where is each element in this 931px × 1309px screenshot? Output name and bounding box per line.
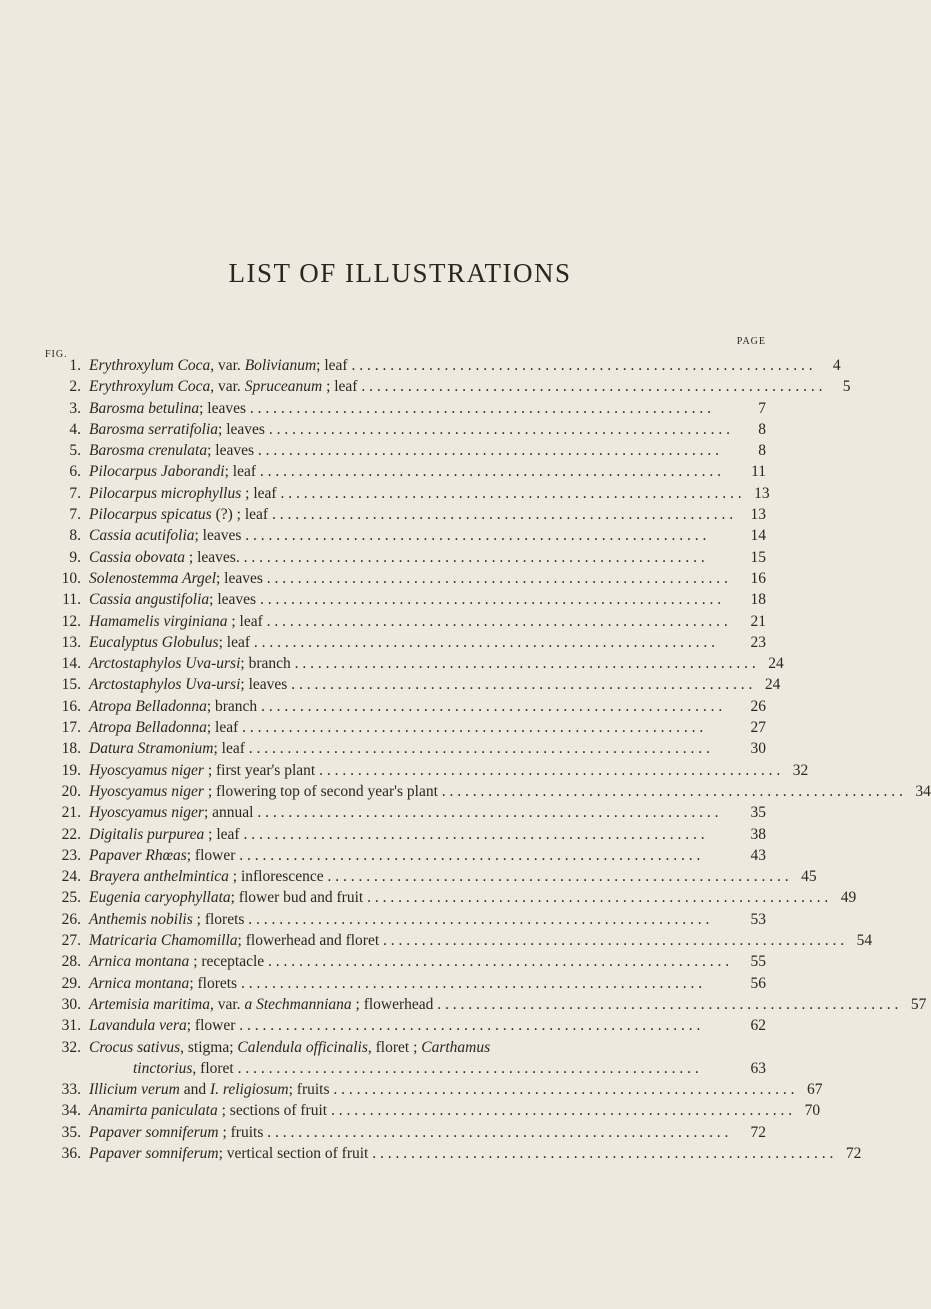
caption-text: ; annual: [203, 804, 254, 822]
fig-caption: [89, 953, 738, 971]
species-name: Spruceanum: [244, 378, 323, 396]
list-item: [45, 655, 784, 676]
page-number: 62: [750, 1017, 766, 1035]
list-item: [45, 1102, 821, 1123]
caption-text: ; leaf: [241, 484, 277, 502]
leader-dots: . . . . . . . . . . . . . . . . . . . . . . . . . . . . . . . . . . . . . . . . . . . . . . . . . . . . . . . . . . . .: [262, 612, 728, 630]
page-number: 8: [758, 420, 766, 438]
leader-dots: . . . . . . . . . . . . . . . . . . . . . . . . . . . . . . . . . . . . . . . . . . . . . . . . . . . . . . . . . . . .: [237, 974, 703, 992]
page-number: 55: [750, 953, 766, 971]
species-name: Crocus sativus: [89, 1038, 181, 1056]
leader-dots: . . . . . . . . . . . . . . . . . . . . . . . . . . . . . . . . . . . . . . . . . . . . . . . . . . . . . . . . . . . .: [315, 761, 781, 779]
list-item: [45, 1039, 766, 1060]
page-number: 67: [807, 1081, 823, 1099]
species-name: Pilocarpus spicatus: [89, 506, 212, 524]
leader-dots: . . . . . . . . . . . . . . . . . . . . . . . . . . . . . . . . . . . . . . . . . . . . . . . . . . . . . . . . . . . .: [254, 442, 720, 460]
leader-dots: . . . . . . . . . . . . . . . . . . . . . . . . . . . . . . . . . . . . . . . . . . . . . . . . . . . . . . . . . . . .: [347, 357, 813, 374]
page-number: 5: [842, 378, 851, 396]
fig-number: 28.: [61, 953, 81, 971]
caption-text: ; sections of fruit: [217, 1102, 328, 1120]
caption-text: ; first year's plant: [203, 761, 316, 779]
caption-text: , floret: [192, 1059, 234, 1077]
page-column-header: PAGE: [736, 336, 766, 347]
species-name: Digitalis purpurea: [89, 825, 205, 843]
leader-dots: . . . . . . . . . . . . . . . . . . . . . . . . . . . . . . . . . . . . . . . . . . . . . . . . . . . . . . . . . . . .: [256, 463, 722, 481]
fig-caption: [89, 762, 780, 780]
leader-dots: . . . . . . . . . . . . . . . . . . . . . . . . . . . . . . . . . . . . . . . . . . . . . . . . . . . . . . . . . . . .: [287, 676, 753, 694]
list-item: [45, 975, 766, 996]
leader-dots: . . . . . . . . . . . . . . . . . . . . . . . . . . . . . . . . . . . . . . . . . . . . . . . . . . . . . . . . . . . .: [264, 953, 730, 971]
fig-caption: [89, 506, 738, 524]
species-name: Hyoscyamus niger: [89, 761, 204, 779]
leader-dots: . . . . . . . . . . . . . . . . . . . . . . . . . . . . . . . . . . . . . . . . . . . . . . . . . . . . . . . . . . . .: [233, 1059, 699, 1077]
fig-caption: [89, 442, 738, 460]
page-number: 27: [750, 719, 766, 737]
illustration-list: [45, 357, 931, 1166]
page-number: 38: [750, 825, 766, 843]
fig-caption: [89, 1060, 738, 1078]
leader-dots: . . . . . . . . . . . . . . . . . . . . . . . . . . . . . . . . . . . . . . . . . . . . . . . . . . . . . . . . . . . .: [433, 995, 899, 1013]
fig-number: 22.: [61, 825, 81, 843]
leader-dots: . . . . . . . . . . . . . . . . . . . . . . . . . . . . . . . . . . . . . . . . . . . . . . . . . . . . . . . . . . . .: [246, 399, 711, 417]
species-name: tinctorius: [133, 1059, 193, 1077]
fig-caption: [89, 634, 738, 652]
page-number: 54: [856, 932, 873, 950]
species-name: a Stechmanniana: [244, 995, 352, 1013]
fig-number: 11.: [62, 591, 81, 609]
fig-caption: [89, 932, 844, 950]
caption-text: ; fruits: [218, 1123, 264, 1141]
fig-caption: [89, 485, 742, 503]
leader-dots: . . . . . . . . . . . . . . . . . . . . . . . . . . . . . . . . . . . . . . . . . . . . . . . . . . . . . . . . . . . .: [290, 655, 756, 673]
fig-number: 3.: [69, 399, 81, 417]
caption-text: ; branch: [240, 655, 291, 673]
species-name: I. religiosum: [209, 1081, 289, 1099]
leader-dots: . . . . . . . . . . . . . . . . . . . . . . . . . . . . . . . . . . . . . . . . . . . . . . . . . . . . . . . . . . . .: [268, 506, 734, 524]
species-name: Cassia angustifolia: [89, 591, 210, 609]
caption-text: ; leaf: [218, 633, 251, 651]
fig-number: 32.: [61, 1038, 81, 1056]
page-number: 7: [758, 399, 766, 417]
species-name: Papaver somniferum: [89, 1123, 219, 1141]
page-number: 15: [750, 548, 766, 566]
caption-text: , var.: [210, 995, 245, 1013]
species-name: Hamamelis virginiana: [89, 612, 228, 630]
list-item: [45, 782, 931, 804]
species-name: Solenostemma Argel: [89, 569, 216, 587]
fig-number: 7.: [69, 484, 81, 502]
caption-text: , stigma;: [180, 1038, 238, 1056]
species-name: Arnica montana: [89, 953, 190, 971]
caption-text: ; leaves: [194, 527, 242, 545]
list-item: [45, 676, 781, 697]
list-item: [45, 634, 766, 655]
caption-text: ; leaves: [209, 591, 257, 609]
fig-column-header: FIG.: [45, 349, 68, 360]
species-name: Artemisia maritima: [89, 995, 210, 1013]
fig-number: 30.: [61, 995, 81, 1013]
leader-dots: . . . . . . . . . . . . . . . . . . . . . . . . . . . . . . . . . . . . . . . . . . . . . . . . . . . . . . . . . . . .: [379, 932, 845, 950]
caption-text: ; flowerhead and floret: [237, 932, 380, 950]
species-name: Datura Stramonium: [89, 740, 214, 758]
fig-caption: [89, 463, 738, 481]
leader-dots: . . . . . . . . . . . . . . . . . . . . . . . . . . . . . . . . . . . . . . . . . . . . . . . . . . . . . . . . . . . .: [239, 548, 705, 566]
page-number: 35: [750, 804, 766, 822]
caption-text: ; leaves: [240, 676, 288, 694]
species-name: Calendula officinalis: [237, 1038, 368, 1056]
fig-number: 34.: [61, 1102, 81, 1120]
fig-caption: [89, 868, 789, 886]
fig-caption: [89, 889, 828, 907]
page-number: 8: [758, 442, 766, 460]
leader-dots: . . . . . . . . . . . . . . . . . . . . . . . . . . . . . . . . . . . . . . . . . . . . . . . . . . . . . . . . . . . .: [327, 1102, 793, 1120]
page-number: 32: [792, 761, 809, 779]
fig-caption: [89, 996, 898, 1014]
species-name: Carthamus: [421, 1038, 491, 1056]
fig-caption: [89, 698, 738, 716]
species-name: Hyoscyamus niger: [89, 782, 204, 800]
species-name: Barosma betulina: [89, 399, 200, 417]
page-number: 26: [750, 697, 766, 715]
fig-caption: [89, 1081, 795, 1099]
species-name: Atropa Belladonna: [89, 697, 207, 715]
leader-dots: . . . . . . . . . . . . . . . . . . . . . . . . . . . . . . . . . . . . . . . . . . . . . . . . . . . . . . . . . . . .: [241, 527, 707, 545]
caption-text: ; leaf: [206, 719, 239, 737]
leader-dots: . . . . . . . . . . . . . . . . . . . . . . . . . . . . . . . . . . . . . . . . . . . . . . . . . . . . . . . . . . . .: [244, 740, 710, 758]
page-number: 43: [750, 846, 766, 864]
species-name: Anamirta paniculata: [89, 1102, 218, 1120]
species-name: Eugenia caryophyllata: [89, 889, 231, 907]
fig-number: 36.: [61, 1144, 81, 1162]
fig-number: 17.: [61, 719, 81, 737]
fig-number: 20.: [61, 782, 81, 800]
caption-text: (?) ; leaf: [211, 506, 269, 524]
fig-caption: [89, 1145, 833, 1163]
fig-number: 12.: [61, 612, 81, 630]
fig-caption: [89, 719, 738, 737]
species-name: Pilocarpus Jaborandi: [89, 463, 225, 481]
page-title: LIST OF ILLUSTRATIONS: [228, 258, 572, 288]
fig-number: 23.: [61, 846, 81, 864]
fig-number: 31.: [61, 1017, 81, 1035]
fig-caption: [89, 549, 738, 567]
caption-text: ; inflorescence: [228, 868, 324, 886]
species-name: Bolivianum: [244, 357, 317, 374]
list-item: [45, 591, 766, 612]
list-item: [45, 719, 766, 740]
fig-number: 24.: [61, 868, 81, 886]
species-name: Eucalyptus Globulus: [89, 633, 219, 651]
caption-text: ; flowering top of second year's plant: [203, 782, 438, 800]
list-item: [45, 613, 766, 634]
caption-text: ; leaf: [316, 357, 348, 374]
page-number: 70: [804, 1102, 821, 1120]
fig-number: 8.: [69, 527, 81, 545]
species-name: Erythroxylum Coca: [89, 357, 211, 374]
leader-dots: . . . . . . . . . . . . . . . . . . . . . . . . . . . . . . . . . . . . . . . . . . . . . . . . . . . . . . . . . . . .: [437, 782, 903, 800]
page-number: 13: [750, 506, 766, 524]
fig-caption: [89, 804, 738, 822]
page-number: 72: [845, 1144, 862, 1162]
fig-number: 33.: [61, 1081, 81, 1099]
caption-text: ; leaf: [213, 740, 245, 758]
fig-caption: [89, 975, 738, 993]
leader-dots: . . . . . . . . . . . . . . . . . . . . . . . . . . . . . . . . . . . . . . . . . . . . . . . . . . . . . . . . . . . .: [363, 889, 829, 907]
species-name: Barosma serratifolia: [89, 420, 219, 438]
fig-number: 1.: [69, 357, 81, 374]
fig-caption: [89, 570, 738, 588]
page-number: 24: [764, 676, 781, 694]
fig-caption: [89, 1102, 792, 1120]
caption-text: ; leaf: [227, 612, 263, 630]
species-name: Erythroxylum Coca: [89, 378, 211, 396]
page-number: 18: [750, 591, 766, 609]
leader-dots: . . . . . . . . . . . . . . . . . . . . . . . . . . . . . . . . . . . . . . . . . . . . . . . . . . . . . . . . . . . .: [368, 1144, 834, 1162]
caption-text: ; flowerhead: [351, 995, 434, 1013]
page-number: 57: [910, 995, 927, 1013]
fig-number: 13.: [61, 633, 81, 651]
list-item: [45, 400, 766, 421]
caption-text: ; leaves: [199, 399, 246, 417]
fig-caption: [89, 740, 738, 758]
species-name: Barosma crenulata: [89, 442, 208, 460]
leader-dots: . . . . . . . . . . . . . . . . . . . . . . . . . . . . . . . . . . . . . . . . . . . . . . . . . . . . . . . . . . . .: [264, 420, 730, 438]
list-item: [45, 378, 851, 399]
list-item: [45, 357, 841, 378]
leader-dots: . . . . . . . . . . . . . . . . . . . . . . . . . . . . . . . . . . . . . . . . . . . . . . . . . . . . . . . . . . . .: [256, 591, 722, 609]
leader-dots: . . . . . . . . . . . . . . . . . . . . . . . . . . . . . . . . . . . . . . . . . . . . . . . . . . . . . . . . . . . .: [239, 825, 705, 843]
fig-number: 18.: [61, 740, 81, 758]
page-number: 72: [750, 1123, 766, 1141]
caption-text: ; leaves.: [185, 548, 240, 566]
fig-caption: [89, 1039, 738, 1057]
list-item: [45, 549, 766, 570]
page-number: 14: [750, 527, 766, 545]
fig-caption: [89, 591, 738, 609]
fig-number: 4.: [69, 420, 81, 438]
caption-text: ; leaf: [224, 463, 257, 481]
page-number: 34: [915, 782, 931, 800]
list-item: [45, 847, 766, 868]
fig-caption: [89, 911, 738, 929]
caption-text: ; flower bud and fruit: [230, 889, 364, 907]
page-number: 24: [768, 655, 784, 673]
fig-caption: [89, 847, 738, 865]
list-item: [45, 1144, 862, 1166]
list-item: [45, 740, 766, 761]
list-item: [45, 826, 766, 847]
fig-number: 25.: [61, 889, 81, 907]
fig-number: 21.: [61, 804, 81, 822]
leader-dots: . . . . . . . . . . . . . . . . . . . . . . . . . . . . . . . . . . . . . . . . . . . . . . . . . . . . . . . . . . . .: [238, 719, 704, 737]
page-number: 11: [751, 463, 766, 481]
species-name: Arctostaphylos Uva-ursi: [89, 676, 241, 694]
page-number: 56: [750, 974, 766, 992]
fig-number: 16.: [61, 697, 81, 715]
list-item: [45, 953, 766, 974]
fig-caption: [89, 421, 738, 439]
list-item: [45, 995, 927, 1017]
page-number: 45: [801, 868, 817, 886]
caption-text: ; branch: [206, 697, 258, 715]
leader-dots: . . . . . . . . . . . . . . . . . . . . . . . . . . . . . . . . . . . . . . . . . . . . . . . . . . . . . . . . . . . .: [235, 846, 701, 864]
fig-number: 9.: [69, 548, 81, 566]
species-name: Hyoscyamus niger: [89, 804, 204, 822]
page-number: 49: [840, 889, 857, 907]
fig-caption: [89, 378, 822, 396]
species-name: Lavandula vera: [89, 1017, 187, 1035]
species-name: Anthemis nobilis: [89, 910, 193, 928]
leader-dots: . . . . . . . . . . . . . . . . . . . . . . . . . . . . . . . . . . . . . . . . . . . . . . . . . . . . . . . . . . . .: [276, 484, 742, 502]
leader-dots: . . . . . . . . . . . . . . . . . . . . . . . . . . . . . . . . . . . . . . . . . . . . . . . . . . . . . . . . . . . .: [357, 378, 823, 396]
list-item: [45, 932, 873, 953]
fig-number: 2.: [69, 378, 81, 396]
species-name: Papaver somniferum: [89, 1144, 219, 1162]
leader-dots: . . . . . . . . . . . . . . . . . . . . . . . . . . . . . . . . . . . . . . . . . . . . . . . . . . . . . . . . . . . .: [253, 804, 719, 822]
caption-text: ; flower: [186, 846, 236, 864]
caption-text: , var.: [210, 378, 245, 396]
caption-text: , var.: [210, 357, 245, 374]
fig-caption: [89, 357, 813, 375]
species-name: Papaver Rhœas: [89, 846, 187, 864]
caption-text: ; vertical section of fruit: [218, 1144, 369, 1162]
leader-dots: . . . . . . . . . . . . . . . . . . . . . . . . . . . . . . . . . . . . . . . . . . . . . . . . . . . . . . . . . . . .: [262, 569, 728, 587]
fig-caption: [89, 400, 738, 418]
page-number: 16: [750, 569, 766, 587]
caption-text: ; leaves: [216, 569, 263, 587]
page-number: 53: [750, 910, 766, 928]
list-item: [45, 911, 766, 932]
fig-number: 19.: [61, 761, 81, 779]
caption-text: ; fruits: [288, 1081, 330, 1099]
fig-number: 10.: [61, 569, 81, 587]
fig-number: 7.: [69, 506, 81, 524]
list-item: [45, 804, 766, 825]
fig-number: 26.: [61, 910, 81, 928]
fig-caption: [89, 826, 738, 844]
list-item: [45, 1017, 766, 1038]
fig-caption: [89, 1017, 738, 1035]
list-item: [45, 761, 809, 783]
species-name: Illicium verum: [89, 1081, 180, 1099]
caption-text: ; florets: [189, 974, 238, 992]
fig-caption: [89, 655, 756, 673]
caption-text: ; leaves: [207, 442, 255, 460]
fig-number: 35.: [61, 1123, 81, 1141]
list-item: [45, 442, 766, 463]
page-number: 21: [750, 612, 766, 630]
caption-text: and: [179, 1081, 210, 1099]
caption-text: ; leaf: [204, 825, 240, 843]
list-item: [45, 1081, 823, 1102]
leader-dots: . . . . . . . . . . . . . . . . . . . . . . . . . . . . . . . . . . . . . . . . . . . . . . . . . . . . . . . . . . . .: [323, 868, 789, 886]
list-item: [45, 1124, 766, 1145]
leader-dots: . . . . . . . . . . . . . . . . . . . . . . . . . . . . . . . . . . . . . . . . . . . . . . . . . . . . . . . . . . . .: [263, 1123, 729, 1141]
fig-caption: [89, 676, 752, 694]
fig-number: 5.: [69, 442, 81, 460]
leader-dots: . . . . . . . . . . . . . . . . . . . . . . . . . . . . . . . . . . . . . . . . . . . . . . . . . . . . . . . . . . . .: [250, 633, 716, 651]
fig-number: 15.: [61, 676, 81, 694]
list-item: [45, 506, 766, 527]
list-item: [45, 889, 857, 910]
species-name: Cassia obovata: [89, 548, 186, 566]
fig-caption: [89, 783, 903, 801]
caption-text: ; receptacle: [189, 953, 265, 971]
fig-caption: [89, 1124, 738, 1142]
fig-number: 6.: [69, 463, 81, 481]
caption-text: ; flower: [186, 1017, 236, 1035]
caption-text: , floret ;: [367, 1038, 422, 1056]
leader-dots: . . . . . . . . . . . . . . . . . . . . . . . . . . . . . . . . . . . . . . . . . . . . . . . . . . . . . . . . . . . .: [329, 1081, 795, 1099]
species-name: Arctostaphylos Uva-ursi: [89, 655, 241, 673]
page-number: 30: [750, 740, 766, 758]
leader-dots: . . . . . . . . . . . . . . . . . . . . . . . . . . . . . . . . . . . . . . . . . . . . . . . . . . . . . . . . . . . .: [257, 697, 723, 715]
page-number: 63: [750, 1059, 766, 1077]
fig-number: 14.: [61, 655, 81, 673]
list-item: [45, 698, 766, 719]
list-item: [45, 463, 766, 484]
list-item: [45, 1060, 766, 1081]
caption-text: ; leaf: [322, 378, 358, 396]
species-name: Arnica montana: [89, 974, 190, 992]
leader-dots: . . . . . . . . . . . . . . . . . . . . . . . . . . . . . . . . . . . . . . . . . . . . . . . . . . . . . . . . . . . .: [235, 1017, 701, 1035]
species-name: Atropa Belladonna: [89, 719, 207, 737]
list-item: [45, 570, 766, 591]
fig-caption: [89, 527, 738, 545]
list-item: [45, 527, 766, 548]
species-name: Brayera anthelmintica: [89, 868, 229, 886]
page-number: 4: [832, 357, 841, 374]
list-item: [45, 484, 770, 506]
species-name: Matricaria Chamomilla: [89, 932, 238, 950]
list-item: [45, 421, 766, 442]
page-number: 13: [754, 484, 770, 502]
page-number: 23: [750, 633, 766, 651]
species-name: Cassia acutifolia: [89, 527, 195, 545]
list-item: [45, 868, 817, 889]
fig-number: 29.: [61, 974, 81, 992]
leader-dots: . . . . . . . . . . . . . . . . . . . . . . . . . . . . . . . . . . . . . . . . . . . . . . . . . . . . . . . . . . . .: [244, 910, 710, 928]
caption-text: ; florets: [192, 910, 245, 928]
caption-text: ; leaves: [218, 420, 265, 438]
fig-number: 27.: [61, 932, 81, 950]
fig-caption: [89, 613, 738, 631]
species-name: Pilocarpus microphyllus: [89, 484, 242, 502]
